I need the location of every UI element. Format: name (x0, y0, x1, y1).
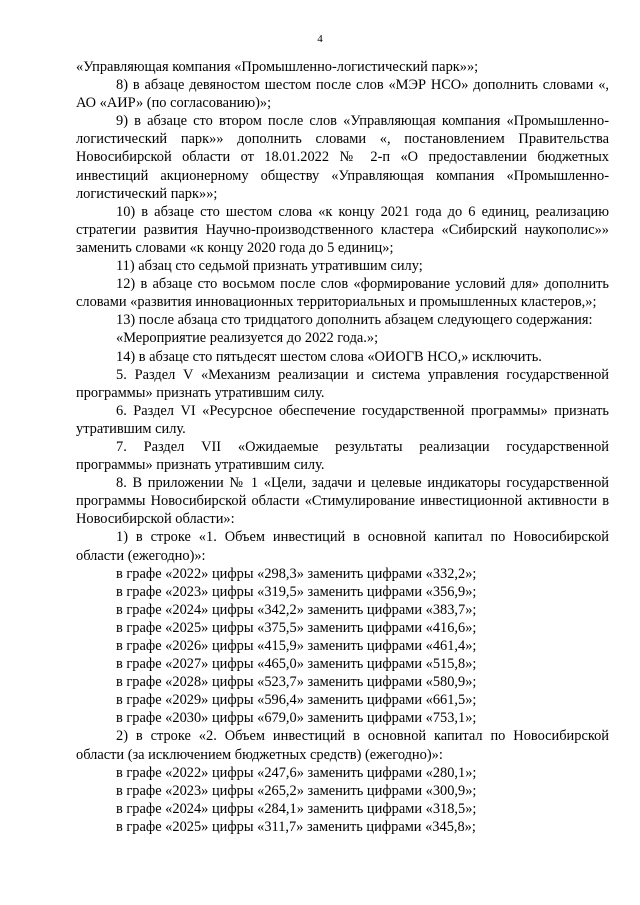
paragraph: в графе «2026» цифры «415,9» заменить цифрами «461,4»; (116, 638, 477, 654)
paragraph: 13) после абзаца сто тридцатого дополнить абзацем следующего содержания: (116, 312, 593, 329)
paragraph: в графе «2024» цифры «284,1» заменить цифрами «318,5»; (116, 800, 477, 817)
paragraph: в графе «2029» цифры «596,4» заменить цифрами «661,5»; (116, 692, 477, 709)
paragraph: 11) абзац сто седьмой признать утратившим силу; (116, 258, 423, 275)
paragraph: в графе «2022» цифры «247,6» заменить цифрами «280,1»; (116, 764, 477, 781)
paragraph: «Управляющая компания «Промышленно-логистический парк»»; (76, 59, 479, 75)
paragraph: в графе «2030» цифры «679,0» заменить цифрами «753,1»; (116, 710, 477, 727)
paragraph: в графе «2023» цифры «319,5» заменить цифрами «356,9»; (116, 583, 477, 600)
paragraph: в графе «2025» цифры «375,5» заменить цифрами «416,6»; (116, 619, 477, 636)
paragraph: в графе «2025» цифры «311,7» заменить цифрами «345,8»; (116, 818, 476, 835)
paragraph: в графе «2028» цифры «523,7» заменить цифрами «580,9»; (116, 674, 477, 691)
paragraph: 14) в абзаце сто пятьдесят шестом слова «ОИОГВ НСО,» исключить. (116, 348, 542, 365)
paragraph: в графе «2022» цифры «298,3» заменить цифрами «332,2»; (116, 565, 477, 582)
paragraph: 2) в строке «2. Объем инвестиций в основной капитал по Новосибирской области (за исключением бюджетных средств) (ежегодно)»: (76, 728, 609, 763)
paragraph: 7. Раздел VII «Ожидаемые результаты реализации государственной программы» признать утратившим силу. (76, 438, 609, 474)
paragraph: 6. Раздел VI «Ресурсное обеспечение государственной программы» признать утратившим силу. (76, 402, 609, 437)
paragraph: 9) в абзаце сто втором после слов «Управляющая компания «Промышленно-логистический парк»» дополнить словами «, постановлением Правительства Новосибирской области от 18.01.2022 № 2-п «О предоставлении бюджетных инвестиций акционерному обществу «Управляющая компания «Промышленно-логистический парк»»; (76, 113, 609, 202)
paragraph: 12) в абзаце сто восьмом после слов «формирование условий для» дополнить словами «развития инновационных территориальных и промышленных кластеров,»; (76, 276, 609, 311)
paragraph: 8) в абзаце девяностом шестом после слов «МЭР НСО» дополнить словами «, АО «АИР» (по согласованию)»; (76, 77, 609, 112)
paragraph: 5. Раздел V «Механизм реализации и система управления государственной программы» признать утратившим силу. (76, 366, 609, 401)
paragraph: 1) в строке «1. Объем инвестиций в основной капитал по Новосибирской области (ежегодно)»: (76, 529, 609, 564)
paragraph: 8. В приложении № 1 «Цели, задачи и целевые индикаторы государственной программы Новосибирской области «Стимулирование инвестиционной активности в Новосибирской области»: (76, 475, 609, 528)
paragraph: в графе «2023» цифры «265,2» заменить цифрами «300,9»; (116, 782, 477, 799)
paragraph: «Мероприятие реализуется до 2022 года.»; (116, 330, 379, 347)
document-body (76, 58, 609, 836)
paragraph: в графе «2024» цифры «342,2» заменить цифрами «383,7»; (116, 601, 477, 618)
paragraph: в графе «2027» цифры «465,0» заменить цифрами «515,8»; (116, 656, 477, 673)
paragraph: 10) в абзаце сто шестом слова «к концу 2021 года до 6 единиц, реализацию стратегии развития Научно-производственного кластера «Сибирский наукополис»» заменить словами «к концу 2020 года до 5 единиц»; (76, 203, 609, 256)
page-number: 4 (317, 33, 323, 45)
